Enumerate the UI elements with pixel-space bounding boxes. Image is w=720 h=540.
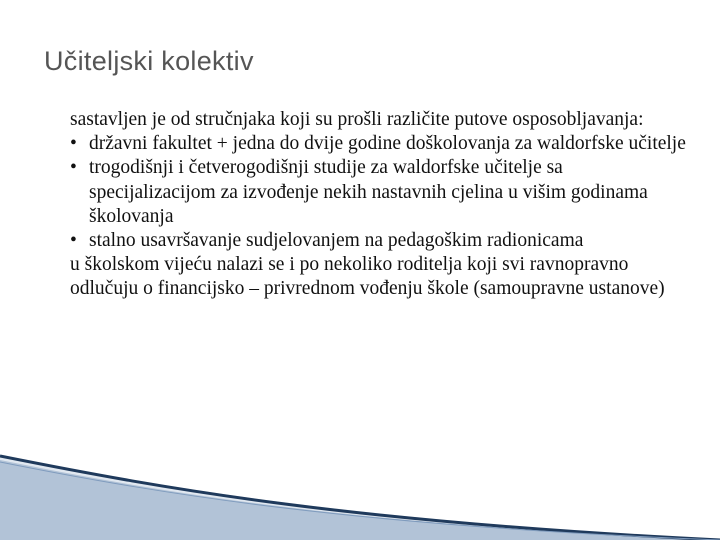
bullet-item	[50, 108, 690, 132]
slide-content	[50, 108, 690, 302]
sub-bullet-marker: •	[70, 133, 77, 155]
bullet-text: sastavljen je od stručnjaka koji su prošli različite putove osposobljavanja:	[70, 109, 644, 130]
bullet-item	[50, 253, 690, 301]
sub-bullet-item	[50, 229, 690, 253]
swoosh-mid-band	[0, 460, 720, 540]
sub-bullet-item	[50, 156, 690, 229]
decorative-swoosh	[0, 440, 720, 540]
sub-bullet-marker: •	[70, 230, 77, 252]
sub-bullet-item	[50, 132, 690, 156]
bullet-text: u školskom vijeću nalazi se i po nekoliko roditelja koji svi ravnopravno odlučuju o financijsko – privrednom vođenju škole (samoupravne ustanove)	[70, 254, 665, 300]
sub-bullet-text: državni fakultet + jedna do dvije godine doškolovanja za waldorfske učitelje	[89, 133, 686, 155]
sub-bullet-marker: •	[70, 157, 77, 179]
sub-bullet-text: stalno usavršavanje sudjelovanjem na pedagoškim radionicama	[89, 230, 584, 252]
slide-title: Učiteljski kolektiv	[44, 46, 254, 76]
sub-bullet-text: trogodišnji i četverogodišnji studije za waldorfske učitelje sa specijalizacijom za izvođenje nekih nastavnih cjelina u višim godinama školovanja	[89, 157, 648, 227]
